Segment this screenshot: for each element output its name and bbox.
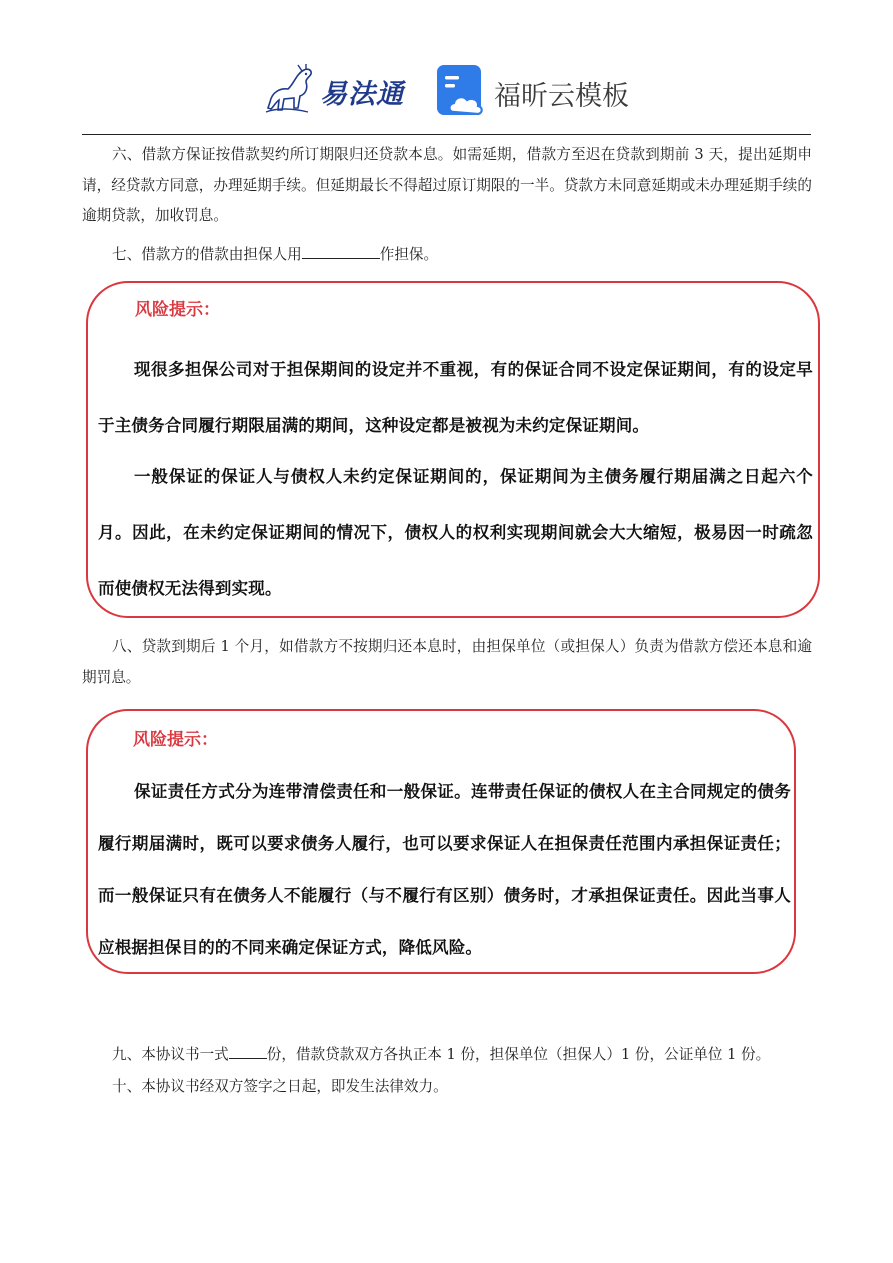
clause-six: 六、借款方保证按借款契约所订期限归还贷款本息。如需延期，借款方至迟在贷款到期前 3 天，提出延期申请，经贷款方同意，办理延期手续。但延期最长不得超过原订期限的一半。贷款方未同意延期或未办理延期手续的逾期贷款，加收罚息。 bbox=[82, 146, 812, 224]
clause-nine-suffix: 份，借款贷款双方各执正本 1 份，担保单位（担保人）1 份，公证单位 1 份。 bbox=[266, 1046, 771, 1063]
risk-box-1-p2: 一般保证的保证人与债权人未约定保证期间的，保证期间为主债务履行期届满之日起六个月。因此，在未约定保证期间的情况下，债权人的权利实现期间就会大大缩短，极易因一时疏忽而使债权无法得到实现。 bbox=[98, 467, 813, 598]
risk-box-2-title: 风险提示： bbox=[133, 730, 218, 750]
guarantee-blank[interactable] bbox=[302, 244, 380, 259]
cloud-document-icon bbox=[436, 64, 486, 118]
risk-box-1-p1: 现很多担保公司对于担保期间的设定并不重视，有的保证合同不设定保证期间，有的设定早于主债务合同履行期限届满的期间，这种设定都是被视为未约定保证期间。 bbox=[98, 360, 813, 435]
clause-eight: 八、贷款到期后 1 个月，如借款方不按期归还本息时，由担保单位（或担保人）负责为借款方偿还本息和逾期罚息。 bbox=[82, 638, 812, 686]
foxit-template-logo bbox=[436, 64, 656, 118]
clause-ten: 十、本协议书经双方签字之日起，即发生法律效力。 bbox=[112, 1078, 448, 1095]
risk-box-1 bbox=[86, 281, 820, 618]
risk-box-1-title: 风险提示： bbox=[135, 300, 220, 320]
risk-box-2 bbox=[86, 709, 796, 974]
clause-nine bbox=[82, 1040, 812, 1071]
clause-seven-prefix: 七、借款方的借款由担保人用 bbox=[112, 246, 302, 263]
logo-right-text: 福昕云模板 bbox=[494, 81, 629, 112]
header-divider bbox=[82, 134, 811, 135]
risk-box-2-p1: 保证责任方式分为连带清偿责任和一般保证。连带责任保证的债权人在主合同规定的债务履行期届满时，既可以要求债务人履行，也可以要求保证人在担保责任范围内承担保证责任；而一般保证只有在债务人不能履行（与不履行有区别）债务时，才承担保证责任。因此当事人应根据担保目的的不同来确定保证方式，降低风险。 bbox=[98, 782, 791, 957]
clause-seven-suffix: 作担保。 bbox=[379, 246, 439, 263]
qilin-horse-icon bbox=[262, 62, 322, 118]
page-header bbox=[0, 0, 893, 136]
logo-left-text: 易法通 bbox=[320, 79, 404, 110]
clause-seven bbox=[82, 240, 812, 271]
clause-nine-prefix: 九、本协议书一式 bbox=[112, 1046, 229, 1063]
copies-blank[interactable] bbox=[229, 1044, 267, 1059]
yifatong-logo bbox=[262, 62, 422, 118]
